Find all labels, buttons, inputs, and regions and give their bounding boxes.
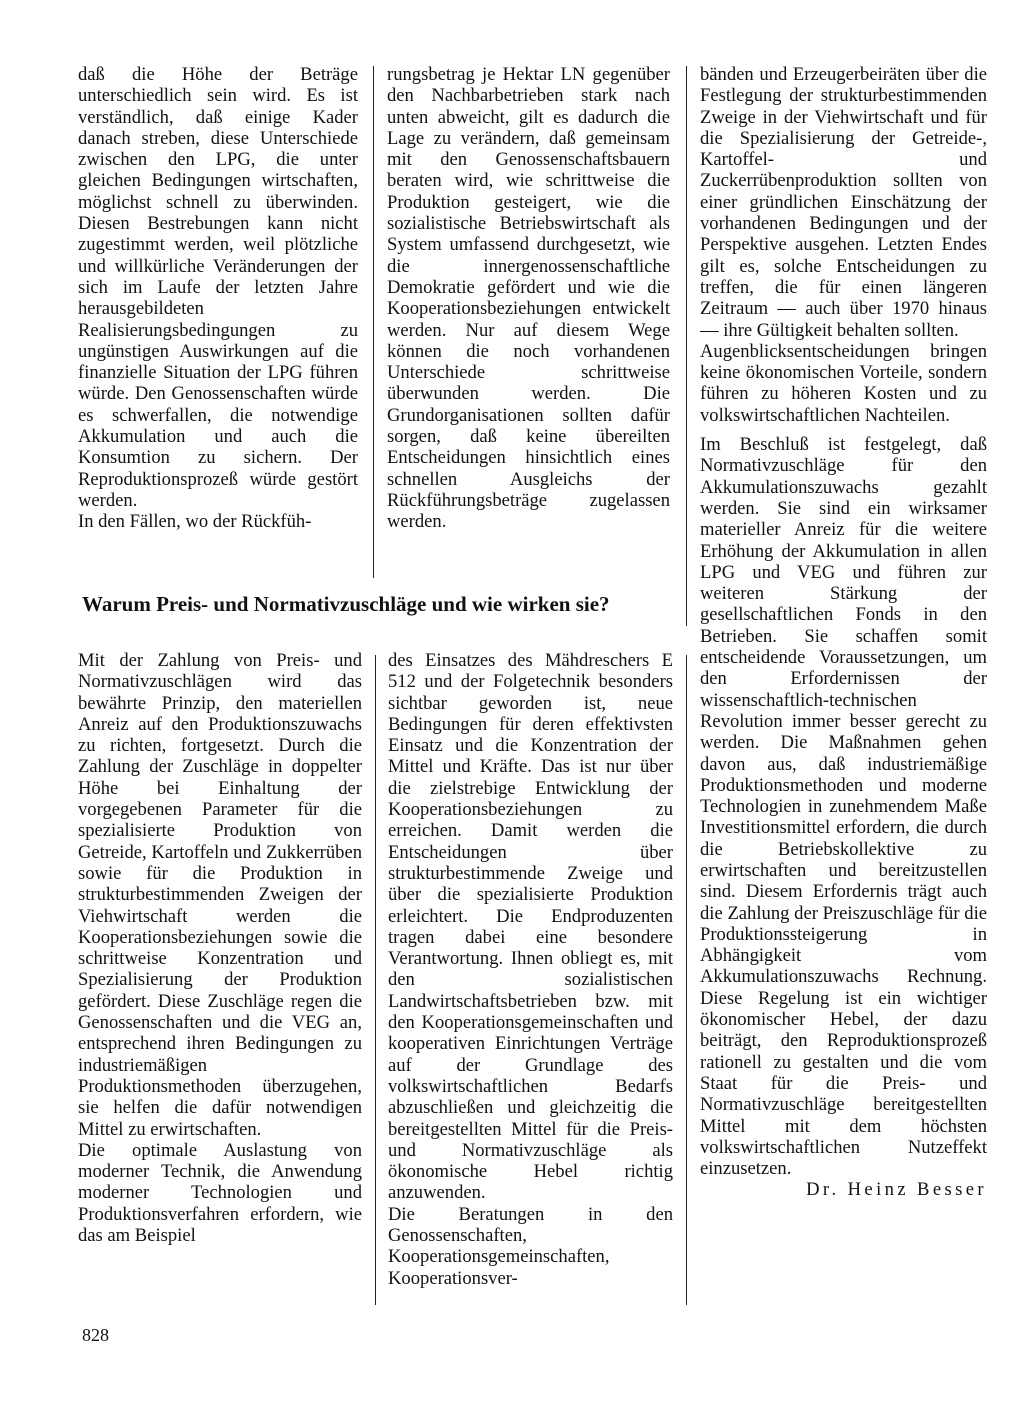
column-divider bbox=[686, 655, 687, 1305]
paragraph: In den Fällen, wo der Rückfüh- bbox=[78, 511, 312, 533]
author-name: Dr. Heinz Besser bbox=[806, 1179, 987, 1201]
author-signature bbox=[700, 1179, 987, 1200]
paragraph: rungsbetrag je Hektar LN gegenüber den Nachbarbetrieben stark nach unten abweicht, gilt es dadurch die Lage zu verändern, daß gemeinsam mit den Genossenschaftsbauern beraten wird, wie schrittweise die Produktion gesteigert, wie die sozialistische Betriebswirtschaft als System umfassend durchgesetzt, wie die innergenossenschaftliche Demokratie gefördert und wie die Kooperationsbeziehungen entwickelt werden. Nur auf diesem Wege können die noch vorhandenen Unterschiede schrittweise überwunden werden. Die Grundorganisationen sollten dafür sorgen, daß keine übereilten Entscheidungen hinsichtlich eines schnellen Ausgleichs der Rückführungsbeträge zugelassen werden. bbox=[387, 64, 670, 533]
article-column-2-bottom bbox=[388, 650, 673, 1289]
article-column-1-top bbox=[78, 64, 358, 533]
paragraph: Mit der Zahlung von Preis- und Normativzuschlägen wird das bewährte Prinzip, den materiellen Anreiz auf den Produktionszuwachs zu richten, fortgesetzt. Durch die Zahlung der Zuschläge in doppelter Höhe bei Einhaltung der vorgegebenen Parameter für die spezialisierte Produktion von Getreide, Kartoffeln und Zukkerrüben sowie für die Produktion in strukturbestimmenden Zweigen der Viehwirtschaft werden die Kooperationsbeziehungen sowie die schrittweise Konzentration und Spezialisierung der Produktion gefördert. Diese Zuschläge regen die Genossenschaften und die VEG an, entsprechend ihren Bedingungen zu industriemäßigen Produktionsmethoden überzugehen, sie helfen die dafür notwendigen Mittel zu erwirtschaften. bbox=[78, 650, 362, 1140]
article-column-2-top bbox=[387, 64, 670, 533]
paragraph: bänden und Erzeugerbeiräten über die Festlegung der strukturbestimmenden Zweige in der Viehwirtschaft und für die Spezialisierung der Getreide-, Kartoffel- und Zuckerrübenproduktion sollten von einer gründlichen Einschätzung der vorhandenen Bedingungen und der Perspektive ausgehen. Letzten Endes gilt es, solche Entscheidungen zu treffen, die für einen längeren Zeitraum — auch über 1970 hinaus — ihre Gültigkeit behalten sollten. bbox=[700, 64, 987, 341]
article-column-3 bbox=[700, 64, 987, 1201]
section-heading: Warum Preis- und Normativzuschläge und wie wirken sie? bbox=[82, 592, 610, 616]
page-number: 828 bbox=[82, 1325, 109, 1345]
paragraph: daß die Höhe der Beträge unterschiedlich sein wird. Es ist verständlich, daß einige Kader danach streben, diese Unterschiede zwischen den LPG, die unter gleichen Bedingungen wirtschaften, möglichst schnell zu überwinden. Diesen Bestrebungen kann nicht zugestimmt werden, weil plötzliche und willkürliche Veränderungen der sich im Laufe der letzten Jahre herausgebildeten Realisierungsbedingungen zu ungünstigen Auswirkungen auf die finanzielle Situation der LPG führen würde. Den Genossenschaften würde es schwerfallen, die notwendige Akkumulation und auch die Konsumtion zu sichern. Der Reproduktionsprozeß würde gestört werden. bbox=[78, 64, 358, 511]
column-divider bbox=[373, 66, 374, 578]
paragraph: Die optimale Auslastung von moderner Technik, die Anwendung moderner Technologien und Produktionsverfahren erfordern, wie das am Beispiel bbox=[78, 1139, 362, 1247]
article-column-1-bottom bbox=[78, 650, 362, 1246]
paragraph: des Einsatzes des Mähdreschers E 512 und der Folgetechnik besonders sichtbar geworden ist, neue Bedingungen für deren effektivsten Einsatz und die Konzentration der Mittel und Kräfte. Das ist nur über die zielstrebige Entwicklung der Kooperationsbeziehungen zu erreichen. Damit werden die Entscheidungen über strukturbestimmende Zweige und über die spezialisierte Produktion erleichtert. Die Endproduzenten tragen dabei eine besondere Verantwortung. Ihnen obliegt es, mit den sozialistischen Landwirtschaftsbetrieben bzw. mit den Kooperationsgemeinschaften und kooperativen Einrichtungen Verträge auf der Grundlage des volkswirtschaftlichen Bedarfs abzuschließen und gleichzeitig die bereitgestellten Mittel für die Preis- und Normativzuschläge als ökonomische Hebel richtig anzuwenden. bbox=[388, 650, 673, 1204]
paragraph: Die Beratungen in den Genossenschaften, Kooperationsgemeinschaften, Kooperationsver- bbox=[388, 1203, 673, 1289]
column-divider bbox=[686, 66, 687, 626]
column-divider bbox=[375, 655, 376, 1305]
paragraph: Im Beschluß ist festgelegt, daß Normativzuschläge für den Akkumulationszuwachs gezahlt werden. Sie sind ein wirksamer materieller Anreiz für die weitere Erhöhung der Akkumulation in allen LPG und VEG und führen zur weiteren Stärkung der gesellschaftlichen Fonds in den Betrieben. Sie schaffen somit entscheidende Voraussetzungen, um den Erfordernissen der wissenschaftlich-technischen Revolution immer besser gerecht zu werden. Die Maßnahmen gehen davon aus, daß industriemäßige Produktionsmethoden und moderne Technologien in zunehmendem Maße Investitionsmittel erfordern, die durch die Betriebskollektive zu erwirtschaften und bereitzustellen sind. Diesem Erfordernis trägt auch die Zahlung der Preiszuschläge für die Produktionssteigerung in Abhängigkeit vom Akkumulationszuwachs Rechnung. Diese Regelung ist ein wichtiger ökonomischer Hebel, der dazu beiträgt, den Reproduktionsprozeß rationell zu gestalten und die vom Staat für die Preis- und Normativzuschläge bereitgestellten Mittel mit dem höchsten volkswirtschaftlichen Nutzeffekt einzusetzen. bbox=[700, 434, 987, 1180]
paragraph: Augenblicksentscheidungen bringen keine ökonomischen Vorteile, sondern führen zu höheren Kosten und zu volkswirtschaftlichen Nachteilen. bbox=[700, 340, 987, 426]
